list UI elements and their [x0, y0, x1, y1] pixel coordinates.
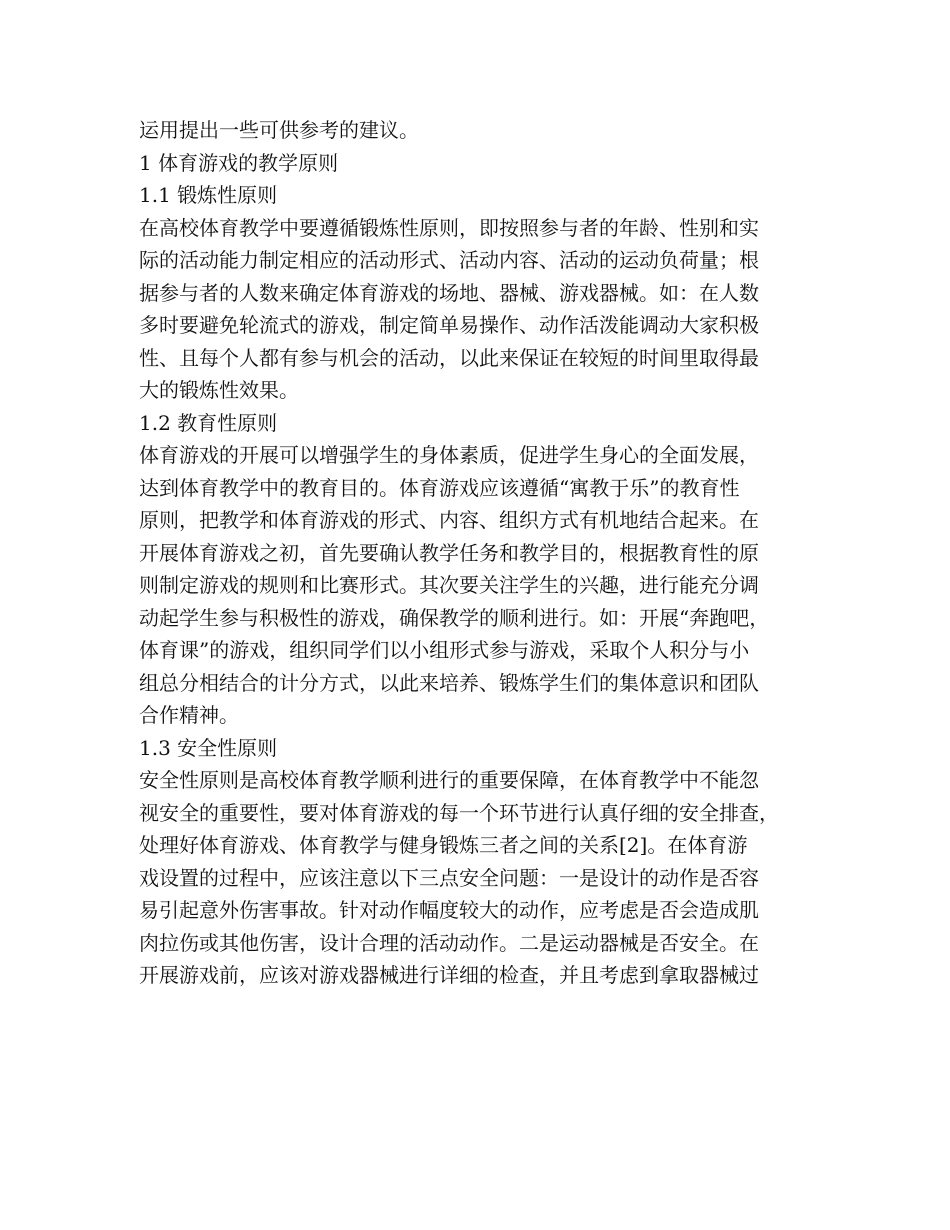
text-line: 开展游戏前，应该对游戏器械进行详细的检查，并且考虑到拿取器械过 [139, 963, 759, 987]
text-line: 肉拉伤或其他伤害，设计合理的活动动作。二是运动器械是否安全。在 [139, 930, 759, 955]
subsection-heading: 1.1 锻炼性原则 [139, 183, 278, 207]
text-line: 原则，把教学和体育游戏的形式、内容、组织方式有机地结合起来。在 [139, 508, 759, 532]
text-line: 戏设置的过程中，应该注意以下三点安全问题：一是设计的动作是否容 [139, 865, 759, 890]
section-heading: 1 体育游戏的教学原则 [139, 150, 339, 175]
text-line: 则制定游戏的规则和比赛形式。其次要关注学生的兴趣，进行能充分调 [139, 573, 759, 597]
text-line: 组总分相结合的计分方式，以此来培养、锻炼学生们的集体意识和团队 [139, 670, 759, 695]
text-line: 体育游戏的开展可以增强学生的身体素质，促进学生身心的全面发展， [139, 443, 759, 467]
text-line: 达到体育教学中的教育目的。体育游戏应该遵循“寓教于乐”的教育性 [139, 475, 740, 500]
text-line: 易引起意外伤害事故。针对动作幅度较大的动作，应考虑是否会造成肌 [139, 898, 759, 922]
text-line: 合作精神。 [139, 703, 239, 727]
document-body [139, 114, 819, 992]
text-line: 视安全的重要性，要对体育游戏的每一个环节进行认真仔细的安全排查， [139, 800, 779, 825]
text-line: 性、且每个人都有参与机会的活动，以此来保证在较短的时间里取得最 [139, 345, 759, 370]
text-line: 据参与者的人数来确定体育游戏的场地、器械、游戏器械。如：在人数 [139, 280, 759, 305]
text-line: 际的活动能力制定相应的活动形式、活动内容、活动的运动负荷量；根 [139, 248, 759, 272]
text-line: 大的锻炼性效果。 [139, 378, 299, 402]
text-line: 在高校体育教学中要遵循锻炼性原则，即按照参与者的年龄、性别和实 [139, 215, 759, 240]
text-line: 多时要避免轮流式的游戏，制定简单易操作、动作活泼能调动大家积极 [139, 313, 759, 337]
subsection-heading: 1.3 安全性原则 [139, 735, 278, 760]
text-line: 体育课”的游戏，组织同学们以小组形式参与游戏，采取个人积分与小 [139, 638, 750, 662]
text-line: 开展体育游戏之初，首先要确认教学任务和教学目的，根据教育性的原 [139, 540, 759, 565]
text-line: 处理好体育游戏、体育教学与健身锻炼三者之间的关系[2]。在体育游 [139, 833, 748, 857]
text-line: 安全性原则是高校体育教学顺利进行的重要保障，在体育教学中不能忽 [139, 768, 759, 792]
text-line: 运用提出一些可供参考的建议。 [139, 118, 419, 142]
subsection-heading: 1.2 教育性原则 [139, 410, 278, 435]
text-line: 动起学生参与积极性的游戏，确保教学的顺利进行。如：开展“奔跑吧， [139, 605, 770, 630]
